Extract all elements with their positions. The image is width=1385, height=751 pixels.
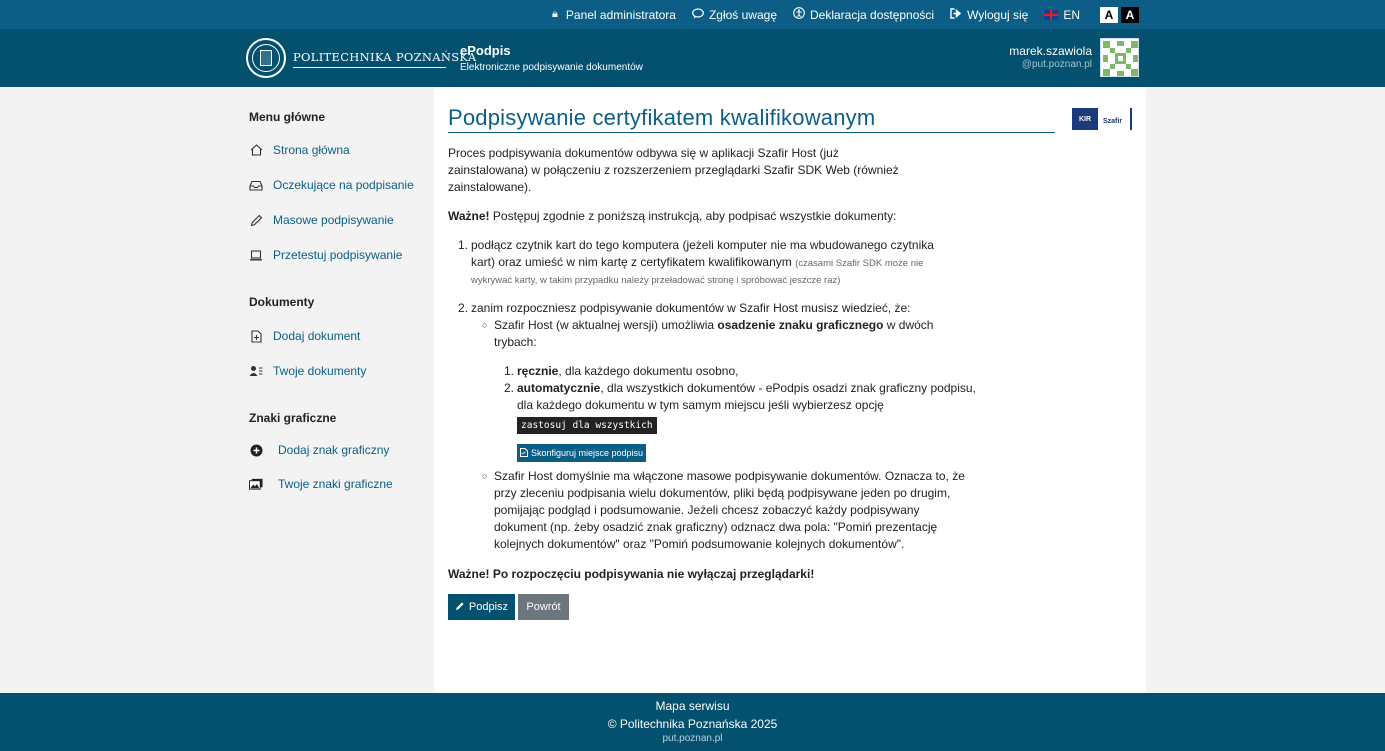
sidebar-item-pending[interactable] <box>249 178 414 192</box>
mode-1-text: , dla każdego dokumentu osobno, <box>558 364 739 378</box>
app-subtitle: Elektroniczne podpisywanie dokumentów <box>460 62 643 73</box>
report-issue-label: Zgłoś uwagę <box>708 7 777 22</box>
configure-signature-place-button[interactable] <box>517 444 646 462</box>
plus-circle-icon <box>249 443 263 457</box>
sidebar-item-your-marks[interactable] <box>249 477 393 491</box>
sidebar-item-your-documents-label: Twoje dokumenty <box>273 364 367 378</box>
contrast-normal-button[interactable]: A <box>1100 7 1118 23</box>
bullet-circle-icon: ○ <box>482 471 488 481</box>
accessibility-icon <box>793 7 805 22</box>
sidebar-section-marks: Znaki graficzne <box>249 411 337 425</box>
top-utility-links <box>549 0 1139 29</box>
file-signature-icon <box>520 448 528 459</box>
home-icon <box>249 143 263 157</box>
sidebar-item-home-label: Strona główna <box>273 143 350 157</box>
kir-logo: KIR <box>1072 108 1098 130</box>
sidebar-item-add-mark[interactable] <box>249 443 389 457</box>
lock-icon: 🔒︎ <box>551 8 558 20</box>
top-utility-bar <box>0 0 1385 29</box>
inbox-icon <box>249 178 263 192</box>
intro-line: zainstalowane). <box>448 180 532 194</box>
sidebar-item-test[interactable] <box>249 248 402 262</box>
accessibility-label: Deklaracja dostępności <box>810 7 935 22</box>
university-name[interactable]: POLITECHNIKA POZNAŃSKA <box>293 50 477 64</box>
avatar[interactable] <box>1100 38 1139 77</box>
intro-paragraph <box>448 145 899 196</box>
sidebar-item-test-label: Przetestuj podpisywanie <box>273 248 403 262</box>
logo-divider <box>293 67 446 68</box>
sidebar-item-home[interactable] <box>249 143 350 157</box>
intro-line: zainstalowana) w połączeniu z rozszerzeniem przeglądarki Szafir SDK Web (również <box>448 163 899 177</box>
szafir-logo-bar <box>1130 108 1132 130</box>
sidebar-item-bulk-label: Masowe podpisywanie <box>273 213 394 227</box>
logout-link[interactable] <box>950 8 1028 22</box>
step-1 <box>471 237 934 289</box>
pen-icon <box>249 213 263 227</box>
sidebar-item-pending-label: Oczekujące na podpisanie <box>273 178 414 192</box>
sidebar-item-bulk[interactable] <box>249 213 394 227</box>
step-1-line <box>471 254 934 272</box>
bullet-2-line: pomijając podgląd i podsumowanie. Jeżeli chcesz zobaczyć każdy podpisywany <box>494 503 920 517</box>
comment-icon <box>692 8 704 22</box>
intro-line: Proces podpisywania dokumentów odbywa się w aplikacji Szafir Host (już <box>448 146 839 160</box>
language-switch[interactable] <box>1044 8 1080 22</box>
app-title[interactable]: ePodpis <box>460 43 511 58</box>
user-name[interactable]: marek.szawiola <box>1009 44 1092 58</box>
bullet-1-line <box>494 317 933 334</box>
step-1-note-2: wykrywać karty, w takim przypadku należy przeładować stronę i spróbować jeszcze raz) <box>471 275 841 286</box>
sidebar-item-add-mark-label: Dodaj znak graficzny <box>278 443 390 457</box>
step-2-line: zanim rozpoczniesz podpisywanie dokumentów w Szafir Host musisz wiedzieć, że: <box>471 301 911 315</box>
university-seal-icon[interactable] <box>246 38 286 78</box>
pen-icon <box>455 601 465 614</box>
mode-2-line-2: dla każdego dokumentu w tym samym miejscu jeśli wybierzesz opcję <box>517 398 884 412</box>
site-header <box>0 29 1385 87</box>
mode-2-line <box>517 380 976 397</box>
sign-button-label: Podpisz <box>468 601 509 613</box>
sitemap-link[interactable]: Mapa serwisu <box>655 699 730 713</box>
accessibility-link[interactable] <box>793 7 934 22</box>
bullet-2-line: Szafir Host domyślnie ma włączone masowe podpisywanie dokumentów. Oznacza to, że <box>494 469 965 483</box>
logout-icon <box>950 8 962 22</box>
sidebar <box>240 87 434 693</box>
back-button[interactable]: Powrót <box>518 594 569 620</box>
mode-2-text: , dla wszystkich dokumentów - ePodpis osadzi znak graficzny podpisu, <box>600 381 976 395</box>
bullet-2-line: przy zleceniu podpisania wielu dokumentów, pliki będą podpisywane jeden po drugim, <box>494 486 951 500</box>
user-list-icon <box>249 364 263 378</box>
sidebar-item-add-document-label: Dodaj dokument <box>273 329 361 343</box>
bullet-1-text: Szafir Host (w aktualnej wersji) umożliwia <box>494 318 718 332</box>
important-text: Postępuj zgodnie z poniższą instrukcją, aby podpisać wszystkie dokumenty: <box>489 209 897 223</box>
mode-1 <box>517 363 739 380</box>
footer-domain-link[interactable]: put.poznan.pl <box>662 733 723 744</box>
contrast-high-button[interactable]: A <box>1121 7 1139 23</box>
bullet-2-line: kolejnych dokumentów" oraz "Pomiń podsumowanie kolejnych dokumentów". <box>494 537 905 551</box>
mode-1-bold: ręcznie <box>517 364 559 378</box>
file-plus-icon <box>249 329 263 343</box>
bullet-2 <box>494 468 965 553</box>
bullet-1 <box>494 317 933 351</box>
logout-label: Wyloguj się <box>967 7 1029 22</box>
copyright: © Politechnika Poznańska 2025 <box>607 717 778 731</box>
step-1-number: 1. <box>458 238 469 252</box>
mode-1-number: 1. <box>504 364 515 378</box>
report-issue-link[interactable] <box>692 8 777 22</box>
mode-2-bold: automatycznie <box>517 381 601 395</box>
user-domain: @put.poznan.pl <box>1021 59 1092 70</box>
sidebar-item-your-documents[interactable] <box>249 364 366 378</box>
mode-2 <box>517 380 976 434</box>
step-1-note: (czasami Szafir SDK może nie <box>795 258 924 269</box>
bullet-1-line-2: trybach: <box>494 335 537 349</box>
bullet-1-text-end: w dwóch <box>883 318 934 332</box>
sidebar-item-your-marks-label: Twoje znaki graficzne <box>278 477 393 491</box>
apply-all-code: zastosuj dla wszystkich <box>517 417 657 434</box>
contrast-switch <box>1100 7 1139 23</box>
uk-flag-icon <box>1044 10 1058 20</box>
bullet-circle-icon: ○ <box>482 320 488 330</box>
page-title: Podpisywanie certyfikatem kwalifikowanym <box>448 105 876 130</box>
mode-2-number: 2. <box>504 381 515 395</box>
configure-signature-place-label: Skonfiguruj miejsce podpisu <box>530 448 644 458</box>
sidebar-section-main: Menu główne <box>249 110 325 124</box>
language-label: EN <box>1063 7 1080 22</box>
bullet-2-line: dokument (np. żeby osadzić znak graficzny) odznacz dwa pola: "Pomiń prezentację <box>494 520 938 534</box>
site-footer <box>0 693 1385 751</box>
main-content <box>434 87 1146 693</box>
step-2-number: 2. <box>458 301 469 315</box>
laptop-icon <box>249 248 263 262</box>
apply-all-code-wrap <box>517 416 976 434</box>
admin-panel-label: Panel administratora <box>565 7 676 22</box>
step-1-line: podłącz czytnik kart do tego komputera (jeżeli komputer nie ma wbudowanego czytnika <box>471 238 934 252</box>
step-1-line-2: kart) oraz umieść w nim kartę z certyfikatem kwalifikowanym <box>471 255 792 269</box>
sidebar-item-add-document[interactable] <box>249 329 360 343</box>
important-label: Ważne! <box>448 209 490 223</box>
images-icon <box>249 477 263 491</box>
browser-warning: Ważne! Po rozpoczęciu podpisywania nie wyłączaj przeglądarki! <box>448 567 815 581</box>
szafir-logo: Szafir <box>1103 118 1123 125</box>
sidebar-section-documents: Dokumenty <box>249 295 315 309</box>
sign-button[interactable] <box>448 594 515 620</box>
title-divider <box>448 132 1055 133</box>
admin-panel-link[interactable] <box>549 8 676 22</box>
important-note <box>448 208 896 225</box>
bullet-1-bold: osadzenie znaku graficznego <box>717 318 884 332</box>
